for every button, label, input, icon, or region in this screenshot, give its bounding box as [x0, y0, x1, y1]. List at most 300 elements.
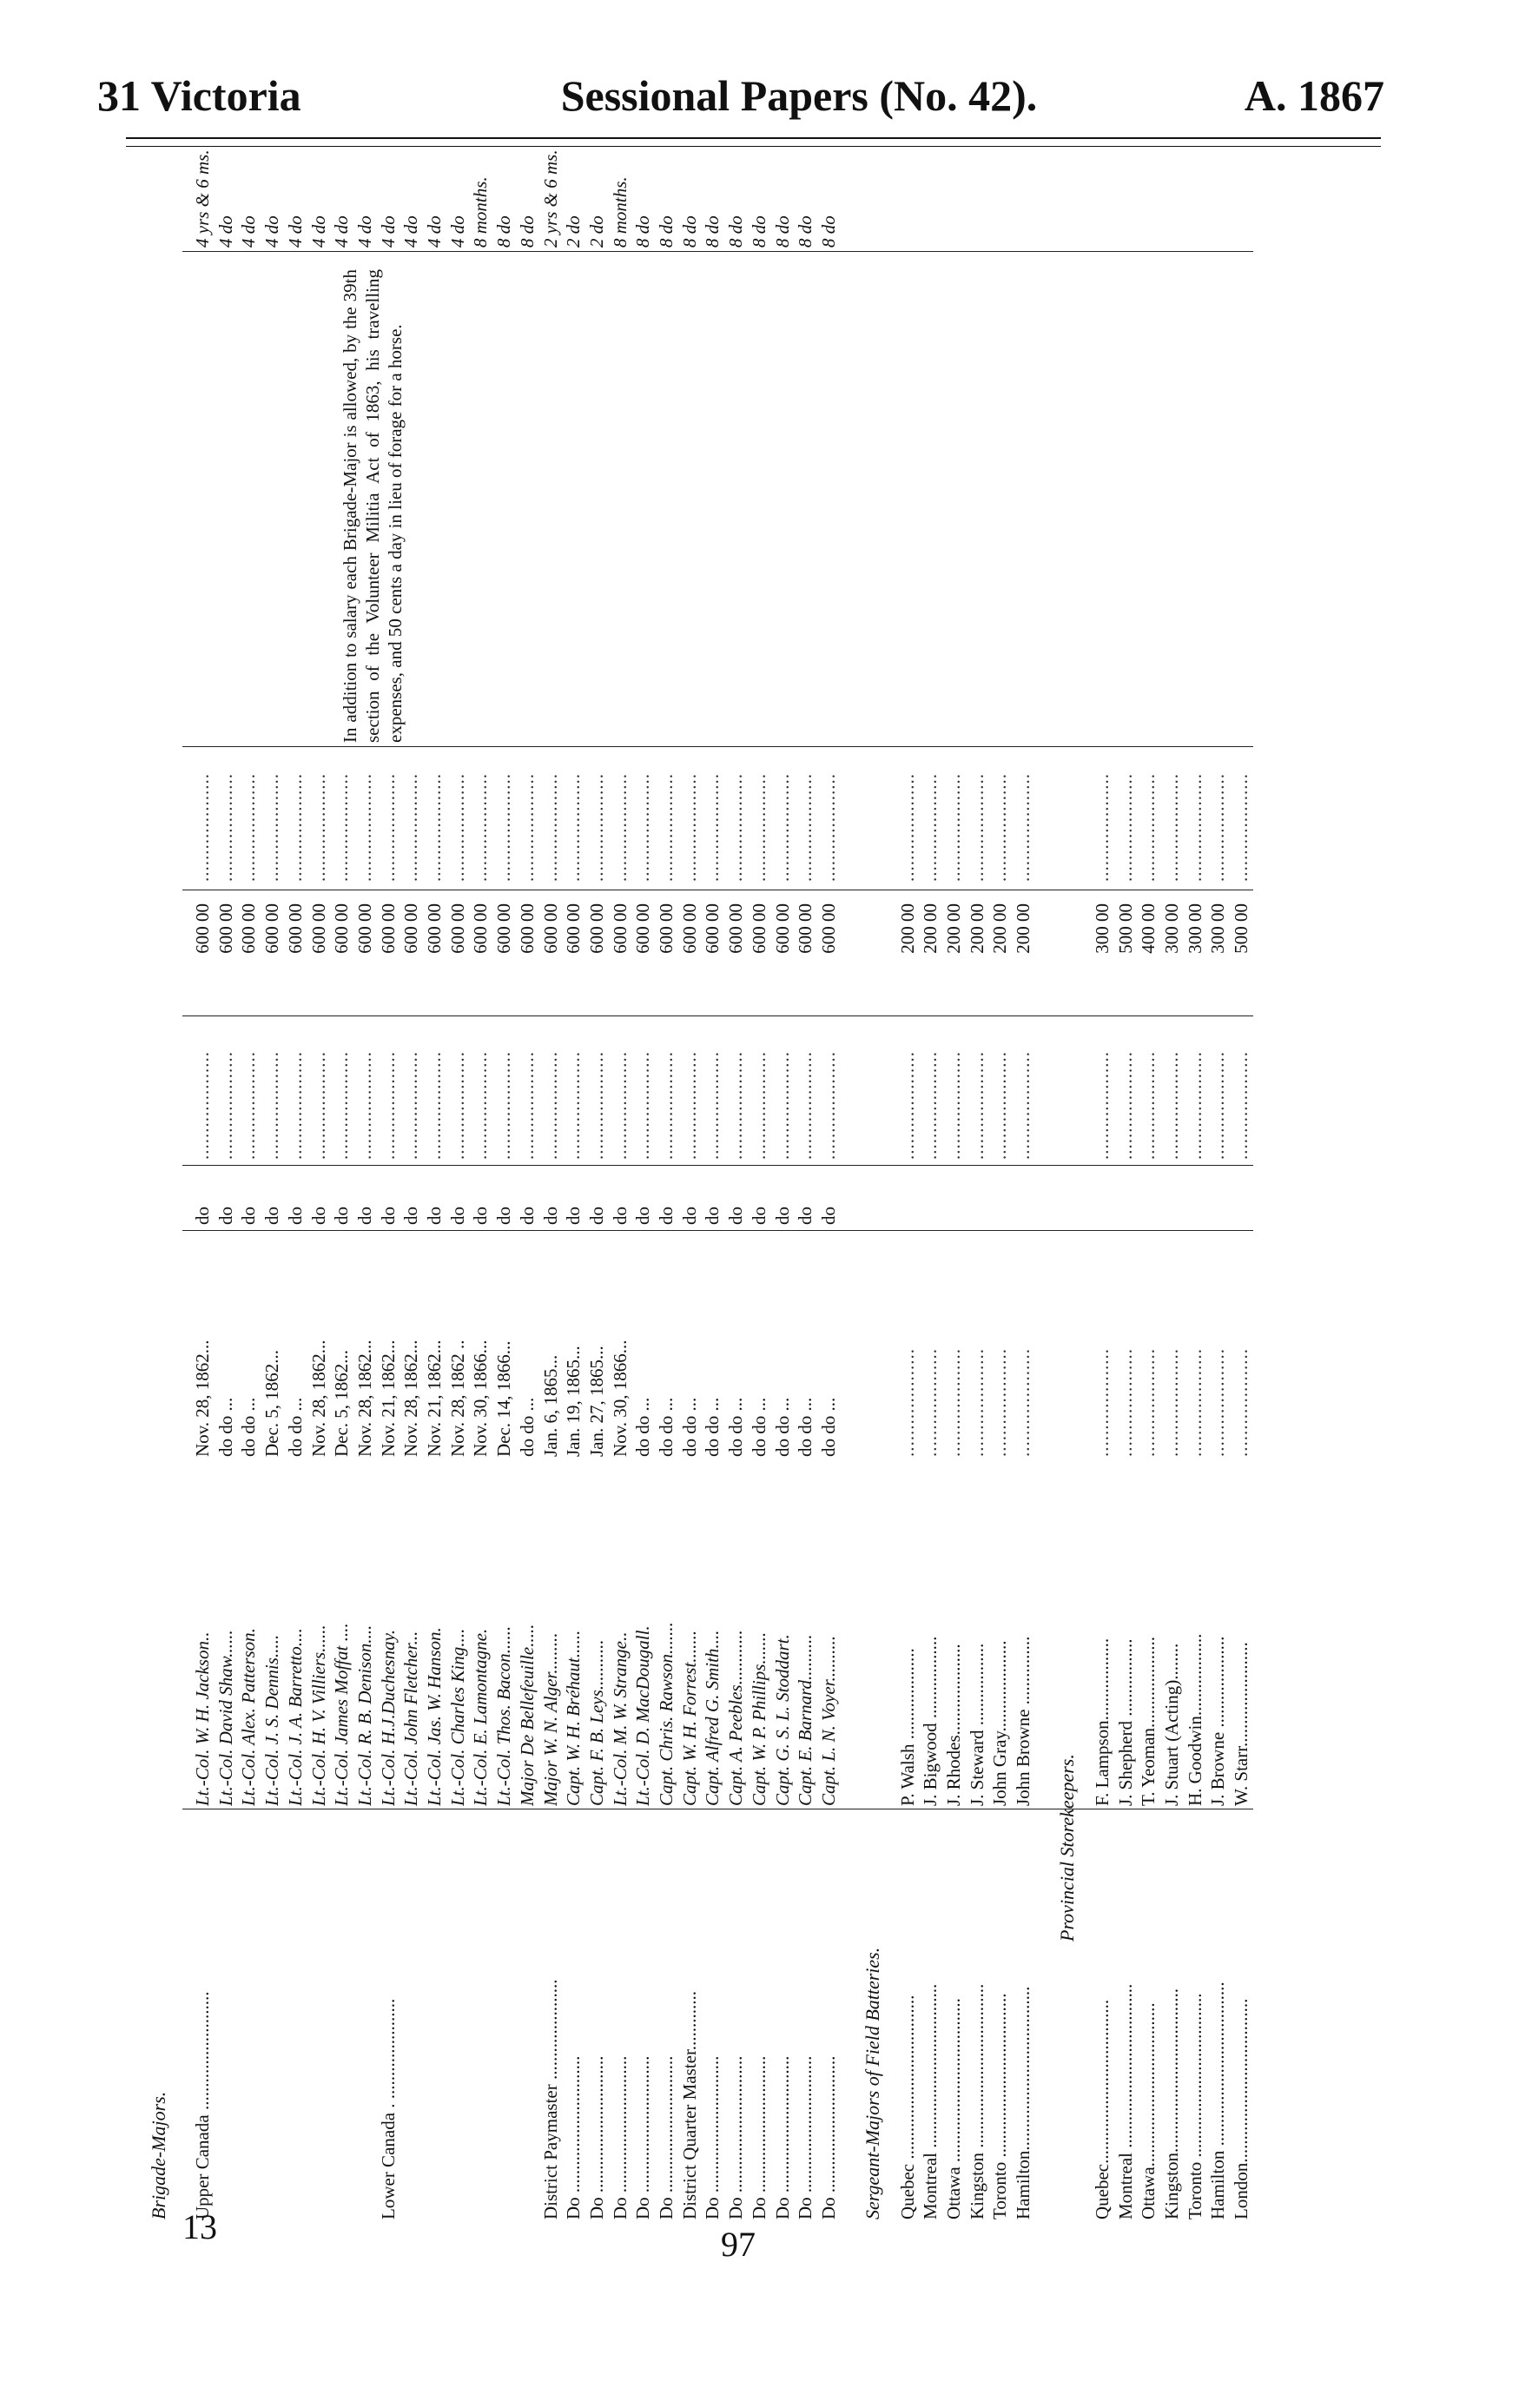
leader-dots: .................... [943, 1051, 964, 1160]
leader-dots: .................... [539, 1051, 561, 1160]
leader-dots: .................... [400, 773, 422, 882]
name-cell: Lt.-Col. Thos. Bacon...... [493, 1625, 515, 1806]
leader-dots: .................... [470, 1051, 492, 1160]
term-cell: 4 do [284, 215, 306, 248]
leader-dots: .................... [920, 1051, 941, 1160]
column-rule [182, 746, 1253, 747]
salary-cell: 600 00 [331, 903, 353, 954]
salary-cell: 600 00 [261, 903, 283, 954]
office-cell: Lower Canada . ...................... [377, 1998, 399, 2219]
leader-dots: .................... [400, 1051, 422, 1160]
leader-dots: .................... [989, 773, 1011, 882]
station-cell: Kingston.................................... [1160, 1988, 1182, 2219]
leader-dots: .................... [238, 773, 260, 882]
name-cell: Capt. W. H. Bréhaut...... [563, 1630, 584, 1806]
leader-dots: .................... [284, 773, 306, 882]
office-cell: Do .............................. [817, 2055, 839, 2219]
appointment-date-cell: Nov. 21, 1862... [377, 1340, 399, 1457]
name-cell: Lt.-Col. H.J.Duchesnay. [377, 1630, 399, 1806]
salary-cell: 300 00 [1207, 903, 1229, 954]
station-cell: Kingston .................................... [966, 1983, 987, 2219]
appointment-date-cell: Nov. 30, 1866... [470, 1340, 492, 1457]
table-row [919, 48, 941, 2219]
station-cell: Hamilton.................................... [1013, 1986, 1034, 2219]
leader-dots: .................... [920, 773, 941, 882]
name-cell: F. Lampson.................. [1091, 1637, 1113, 1806]
leader-dots: .................... [1160, 1348, 1182, 1457]
ditto-cell: do [748, 1207, 769, 1225]
term-cell: 2 do [563, 215, 584, 248]
term-cell: 4 do [446, 215, 468, 248]
leader-dots: .................... [516, 1051, 538, 1160]
salary-cell: 600 00 [400, 903, 422, 954]
leader-dots: .................... [678, 1051, 700, 1160]
ditto-cell: do [400, 1207, 422, 1225]
term-cell: 8 do [748, 215, 769, 248]
term-cell: 8 do [632, 215, 654, 248]
leader-dots: .................... [470, 773, 492, 882]
name-cell: Lt.-Col. Jas. W. Hanson. [424, 1627, 445, 1806]
table-row [817, 48, 840, 2219]
name-cell: Lt.-Col. D. MacDougall. [632, 1625, 654, 1806]
name-cell: P. Walsh .................... [896, 1648, 918, 1806]
name-cell: Lt.-Col. Alex. Patterson. [238, 1628, 260, 1806]
salary-cell: 300 00 [1160, 903, 1182, 954]
leader-dots: .................... [238, 1051, 260, 1160]
table-row [1206, 48, 1229, 2219]
leader-dots: .................... [1207, 773, 1229, 882]
table-row [469, 48, 492, 2219]
leader-dots: .................... [702, 773, 723, 882]
salary-cell: 600 00 [563, 903, 584, 954]
appointment-date-cell: Jan. 27, 1865... [585, 1346, 607, 1457]
leader-dots: .................... [725, 1051, 747, 1160]
name-cell: Lt.-Col. J. S. Dennis..... [261, 1634, 283, 1806]
table-row [1091, 48, 1113, 2219]
leader-dots: .................... [1231, 1348, 1251, 1457]
leader-dots: .................... [1138, 1051, 1159, 1160]
name-cell: W. Starr....................... [1231, 1642, 1251, 1806]
appointment-date-cell: Nov. 28, 1862... [192, 1340, 213, 1457]
ditto-cell: do [307, 1207, 329, 1225]
leader-dots: .................... [1184, 1348, 1205, 1457]
name-cell: John Gray.................... [989, 1640, 1011, 1806]
table-row [585, 48, 608, 2219]
ditto-cell: do [702, 1207, 723, 1225]
salary-cell: 200 00 [966, 903, 987, 954]
header-title: Sessional Papers (No. 42). [560, 71, 1038, 120]
leader-dots: .................... [748, 773, 769, 882]
office-cell: Upper Canada .......................... [192, 1991, 213, 2219]
table-row [191, 48, 214, 2219]
leader-dots: .................... [795, 1051, 816, 1160]
table-row [942, 48, 965, 2219]
salary-cell: 600 00 [585, 903, 607, 954]
office-cell: Do .............................. [748, 2055, 769, 2219]
leader-dots: .................... [563, 1051, 584, 1160]
name-cell: Lt.-Col. J. A. Barretto.... [284, 1628, 306, 1806]
name-cell: Lt.-Col. M. W. Strange.. [609, 1631, 631, 1806]
appointment-date-cell: do do ... [817, 1397, 839, 1457]
office-cell: Do .............................. [725, 2055, 747, 2219]
name-cell: Capt. A. Peebles............ [725, 1630, 747, 1806]
station-cell: Montreal .................................... [1114, 1983, 1136, 2219]
salary-cell: 600 00 [284, 903, 306, 954]
ditto-cell: do [192, 1207, 213, 1225]
table-row [307, 48, 330, 2219]
table-row [724, 48, 747, 2219]
table-row [400, 48, 422, 2219]
appointment-date-cell: do do ... [795, 1397, 816, 1457]
table-row [655, 48, 677, 2219]
ditto-cell: do [609, 1207, 631, 1225]
name-cell: Major W. N. Alger......... [539, 1632, 561, 1806]
leader-dots: .................... [585, 773, 607, 882]
name-cell: Capt. E. Barnard.......... [795, 1634, 816, 1806]
column-rule [182, 1165, 1253, 1166]
table-row [330, 48, 353, 2219]
leader-dots: .................... [817, 1051, 839, 1160]
leader-dots: .................... [1013, 1051, 1034, 1160]
leader-dots: .................... [215, 773, 236, 882]
table-row [1012, 48, 1034, 2219]
table-row [539, 48, 562, 2219]
salary-cell: 600 00 [238, 903, 260, 954]
leader-dots: .................... [1231, 773, 1251, 882]
office-cell: Do .............................. [632, 2055, 654, 2219]
appointment-date-cell: Dec. 5, 1862... [261, 1349, 283, 1457]
leader-dots: .................... [377, 1051, 399, 1160]
forage-note: In addition to salary each Brigade-Major is allowed, by the 39th section of the Volunteer Militia Act of 1863, his travelling expenses, and 50 cents a day in lieu of forage for a horse. [340, 269, 406, 743]
appointment-date-cell: do do ... [215, 1397, 236, 1457]
station-cell: Toronto .................................... [1184, 1993, 1205, 2219]
name-cell: T. Yeoman.................... [1138, 1636, 1159, 1806]
leader-dots: .................... [215, 1051, 236, 1160]
table-row [896, 48, 919, 2219]
salary-cell: 600 00 [470, 903, 492, 954]
ditto-cell: do [563, 1207, 584, 1225]
leader-dots: .................... [331, 1051, 353, 1160]
salary-cell: 600 00 [632, 903, 654, 954]
leader-dots: .................... [702, 1051, 723, 1160]
name-cell: Lt.-Col. David Shaw...... [215, 1630, 236, 1806]
salary-cell: 600 00 [307, 903, 329, 954]
appointment-date-cell: do do ... [678, 1397, 700, 1457]
leader-dots: .................... [1207, 1051, 1229, 1160]
term-cell: 4 do [377, 215, 399, 248]
ditto-cell: do [284, 1207, 306, 1225]
salary-cell: 600 00 [817, 903, 839, 954]
office-cell: Do .............................. [609, 2055, 631, 2219]
leader-dots: .................... [632, 1051, 654, 1160]
name-cell: J. Browne .................... [1207, 1636, 1229, 1806]
ditto-cell: do [353, 1207, 375, 1225]
term-cell: 4 do [331, 215, 353, 248]
table-row [377, 48, 400, 2219]
salary-cell: 600 00 [609, 903, 631, 954]
leader-dots: .................... [771, 1051, 793, 1160]
ditto-cell: do [493, 1207, 515, 1225]
table-row [1137, 48, 1159, 2219]
table-row [446, 48, 469, 2219]
name-cell: J. Stuart (Acting)........ [1160, 1643, 1182, 1806]
leader-dots: .................... [284, 1051, 306, 1160]
appointment-date-cell: do do ... [702, 1397, 723, 1457]
name-cell: Capt. W. H. Forrest....... [678, 1630, 700, 1806]
station-cell: Toronto .................................... [989, 1993, 1011, 2219]
leader-dots: .................... [307, 773, 329, 882]
salary-cell: 200 00 [896, 903, 918, 954]
salary-cell: 600 00 [656, 903, 677, 954]
salary-cell: 500 00 [1114, 903, 1136, 954]
table-row [794, 48, 816, 2219]
station-cell: Montreal .................................... [920, 1983, 941, 2219]
appointment-date-cell: Dec. 14, 1866... [493, 1340, 515, 1457]
ditto-cell: do [261, 1207, 283, 1225]
office-cell: Do .............................. [702, 2055, 723, 2219]
name-cell: J. Bigwood .................. [920, 1636, 941, 1806]
term-cell: 8 do [678, 215, 700, 248]
appointment-date-cell: do do ... [238, 1397, 260, 1457]
table-row [516, 48, 538, 2219]
station-cell: Ottawa.................................... [1138, 2002, 1159, 2219]
term-cell: 4 do [261, 215, 283, 248]
term-cell: 4 do [307, 215, 329, 248]
table-row [1184, 48, 1206, 2219]
salary-cell: 600 00 [424, 903, 445, 954]
leader-dots: .................... [1091, 1051, 1113, 1160]
name-cell: J. Rhodes.................... [943, 1644, 964, 1806]
table-row [1230, 48, 1252, 2219]
name-cell: Lt.-Col. E. Lamontagne. [470, 1628, 492, 1806]
appointment-date-cell: Dec. 5, 1862... [331, 1349, 353, 1457]
salary-cell: 600 00 [493, 903, 515, 954]
office-cell: Do .............................. [771, 2055, 793, 2219]
leader-dots: .................... [1138, 1348, 1159, 1457]
leader-dots: .................... [725, 773, 747, 882]
table-row [562, 48, 584, 2219]
term-cell: 4 yrs & 6 ms. [192, 149, 213, 248]
salary-cell: 600 00 [748, 903, 769, 954]
salary-cell: 600 00 [192, 903, 213, 954]
ditto-cell: do [377, 1207, 399, 1225]
office-cell: Do .............................. [656, 2055, 677, 2219]
ditto-cell: do [632, 1207, 654, 1225]
leader-dots: .................... [353, 773, 375, 882]
office-cell: Do .............................. [563, 2055, 584, 2219]
term-cell: 8 months. [470, 176, 492, 248]
leader-dots: .................... [966, 1348, 987, 1457]
ditto-cell: do [238, 1207, 260, 1225]
leader-dots: .................... [1114, 773, 1136, 882]
leader-dots: .................... [1184, 773, 1205, 882]
table-row [701, 48, 723, 2219]
table-row [353, 48, 376, 2219]
salary-cell: 200 00 [1013, 903, 1034, 954]
salary-cell: 500 00 [1231, 903, 1251, 954]
leader-dots: .................... [1231, 1051, 1251, 1160]
name-cell: Capt. F. B. Leys........... [585, 1639, 607, 1806]
appointment-date-cell: Jan. 6, 1865... [539, 1354, 561, 1457]
appointment-date-cell: Nov. 28, 1862 .. [446, 1340, 468, 1457]
term-cell: 8 do [493, 215, 515, 248]
term-cell: 8 do [817, 215, 839, 248]
leader-dots: .................... [609, 1051, 631, 1160]
leader-dots: .................... [989, 1348, 1011, 1457]
ditto-cell: do [585, 1207, 607, 1225]
table-row [609, 48, 631, 2219]
appointment-date-cell: Nov. 28, 1862... [400, 1340, 422, 1457]
term-cell: 4 do [353, 215, 375, 248]
section-heading-storekeepers: Provincial Storekeepers. [1055, 1754, 1078, 1942]
leader-dots: .................... [678, 773, 700, 882]
leader-dots: .................... [943, 1348, 964, 1457]
table-row [966, 48, 988, 2219]
leader-dots: .................... [424, 1051, 445, 1160]
table-row [1114, 48, 1137, 2219]
leader-dots: .................... [1013, 773, 1034, 882]
salary-cell: 600 00 [516, 903, 538, 954]
salary-cell: 300 00 [1091, 903, 1113, 954]
appointment-date-cell: do do ... [632, 1397, 654, 1457]
leader-dots: .................... [1114, 1051, 1136, 1160]
leader-dots: .................... [516, 773, 538, 882]
leader-dots: .................... [585, 1051, 607, 1160]
column-rule [182, 1230, 1253, 1231]
appointment-date-cell: do do ... [725, 1397, 747, 1457]
header-left: 31 Victoria [97, 71, 301, 120]
leader-dots: .................... [1207, 1348, 1229, 1457]
leader-dots: .................... [261, 773, 283, 882]
section-heading-sergeant-majors: Sergeant-Majors of Field Batteries. [861, 1947, 883, 2219]
station-cell: Quebec.................................... [1091, 1999, 1113, 2219]
leader-dots: .................... [1091, 773, 1113, 882]
ditto-cell: do [470, 1207, 492, 1225]
term-cell: 4 do [424, 215, 445, 248]
leader-dots: .................... [817, 773, 839, 882]
salary-cell: 600 00 [539, 903, 561, 954]
station-cell: Hamilton .................................... [1207, 1981, 1229, 2219]
appointment-date-cell: Nov. 28, 1862... [353, 1340, 375, 1457]
appointment-date-cell: Nov. 28, 1862... [307, 1340, 329, 1457]
salary-cell: 200 00 [943, 903, 964, 954]
leader-dots: .................... [493, 773, 515, 882]
name-cell: H. Goodwin.................. [1184, 1633, 1205, 1806]
ditto-cell: do [678, 1207, 700, 1225]
name-cell: Capt. Alfred G. Smith.... [702, 1630, 723, 1806]
name-cell: Lt.-Col. James Moffat .... [331, 1623, 353, 1806]
station-cell: Ottawa .................................... [943, 1998, 964, 2219]
table-row [988, 48, 1011, 2219]
table-row [492, 48, 515, 2219]
name-cell: Capt. L. N. Voyer.......... [817, 1635, 839, 1806]
leader-dots: .................... [446, 773, 468, 882]
ditto-cell: do [656, 1207, 677, 1225]
leader-dots: .................... [1184, 1051, 1205, 1160]
appointment-date-cell: do do ... [284, 1397, 306, 1457]
leader-dots: .................... [966, 773, 987, 882]
ditto-cell: do [771, 1207, 793, 1225]
leader-dots: .................... [609, 773, 631, 882]
term-cell: 2 yrs & 6 ms. [539, 149, 561, 248]
term-cell: 4 do [215, 215, 236, 248]
station-cell: London.................................... [1231, 1998, 1251, 2219]
term-cell: 2 do [585, 215, 607, 248]
appointment-date-cell: do do ... [771, 1397, 793, 1457]
leader-dots: .................... [331, 773, 353, 882]
appointment-date-cell: Jan. 19, 1865... [563, 1346, 584, 1457]
leader-dots: .................... [656, 1051, 677, 1160]
ditto-cell: do [424, 1207, 445, 1225]
name-cell: Lt.-Col. W. H. Jackson.. [192, 1631, 213, 1806]
salary-cell: 600 00 [353, 903, 375, 954]
name-cell: Lt.-Col. John Fletcher... [400, 1631, 422, 1806]
leader-dots: .................... [1091, 1348, 1113, 1457]
name-cell: Capt. W. P. Phillips....... [748, 1631, 769, 1806]
footer-page-number: 97 [721, 2225, 756, 2264]
term-cell: 8 months. [609, 176, 631, 248]
term-cell: 8 do [656, 215, 677, 248]
name-cell: Major De Bellefeuille..... [516, 1624, 538, 1806]
salary-cell: 600 00 [377, 903, 399, 954]
appointment-date-cell: do do ... [656, 1397, 677, 1457]
table-row [261, 48, 283, 2219]
leader-dots: .................... [1160, 1051, 1182, 1160]
salary-cell: 600 00 [678, 903, 700, 954]
leader-dots: .................... [896, 1348, 918, 1457]
leader-dots: .................... [795, 773, 816, 882]
table-row [631, 48, 654, 2219]
term-cell: 4 do [238, 215, 260, 248]
name-cell: J. Steward .................. [966, 1643, 987, 1806]
term-cell: 8 do [771, 215, 793, 248]
leader-dots: .................... [632, 773, 654, 882]
rotated-table [148, 48, 1359, 2219]
ditto-cell: do [446, 1207, 468, 1225]
leader-dots: .................... [539, 773, 561, 882]
name-cell: Capt. G. S. L. Stoddart. [771, 1634, 793, 1806]
leader-dots: .................... [192, 1051, 213, 1160]
leader-dots: .................... [1013, 1348, 1034, 1457]
leader-dots: .................... [307, 1051, 329, 1160]
leader-dots: .................... [353, 1051, 375, 1160]
appointment-date-cell: do do ... [748, 1397, 769, 1457]
salary-cell: 400 00 [1138, 903, 1159, 954]
salary-cell: 600 00 [215, 903, 236, 954]
column-rule [182, 251, 1253, 252]
table-row [678, 48, 701, 2219]
ditto-cell: do [795, 1207, 816, 1225]
leader-dots: .................... [943, 773, 964, 882]
salary-cell: 200 00 [920, 903, 941, 954]
term-cell: 8 do [795, 215, 816, 248]
name-cell: John Browne ............... [1013, 1636, 1034, 1806]
leader-dots: .................... [656, 773, 677, 882]
leader-dots: .................... [989, 1051, 1011, 1160]
salary-cell: 600 00 [446, 903, 468, 954]
leader-dots: .................... [896, 1051, 918, 1160]
office-cell: District Paymaster ...................... [539, 1979, 561, 2219]
table-row [237, 48, 260, 2219]
term-cell: 8 do [516, 215, 538, 248]
appointment-date-cell: do do ... [516, 1397, 538, 1457]
table-row [423, 48, 446, 2219]
name-cell: Lt.-Col. Charles King.... [446, 1628, 468, 1806]
ditto-cell: do [539, 1207, 561, 1225]
office-cell: District Quarter Master............. [678, 1990, 700, 2219]
table-row [1160, 48, 1183, 2219]
salary-cell: 600 00 [725, 903, 747, 954]
